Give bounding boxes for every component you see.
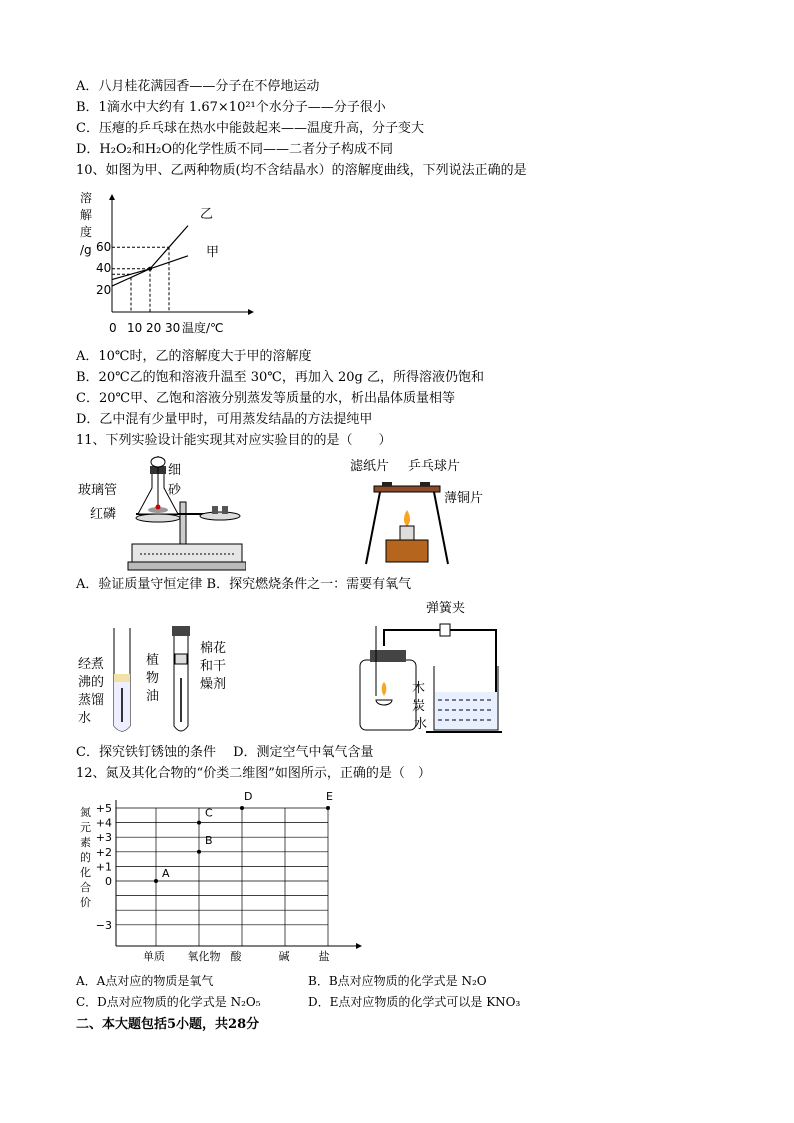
balance-pillar — [180, 502, 186, 544]
label-cotton-3: 燥剂 — [200, 677, 227, 692]
xtick-20: 20 — [146, 321, 162, 335]
q9-option-c: C．压瘪的乒乓球在热水中能鼓起来——温度升高，分子变大 — [76, 121, 424, 136]
xtick-30: 30 — [165, 321, 181, 335]
figure-combustion — [346, 452, 506, 574]
x-axis-arrow — [248, 309, 254, 315]
solubility-chart — [76, 186, 256, 338]
label-sand-2: 砂 — [168, 483, 182, 498]
q11-option-cd: C．探究铁钉锈蚀的条件 D．测定空气中氧气含量 — [76, 745, 374, 760]
point-E — [326, 806, 330, 810]
figure-rust — [76, 598, 246, 738]
section-heading: 二、本大题包括5小题，共28分 — [76, 1017, 260, 1032]
point-B — [197, 850, 201, 854]
left-pan — [136, 514, 180, 522]
wood-block — [386, 540, 428, 562]
valence-class-chart — [76, 786, 366, 966]
label-charcoal-2: 炭 — [412, 699, 426, 714]
grid — [116, 808, 328, 946]
solubility-chart-svg — [76, 186, 256, 338]
ytick-label: +4 — [95, 816, 112, 830]
ylabel-char: 合 — [80, 881, 91, 894]
q12-option-d: D．E点对应物质的化学式可以是 KNO₃ — [308, 995, 521, 1009]
combustion-svg — [346, 452, 506, 574]
q10-option-b: B．20℃乙的饱和溶液升温至 30℃，再加入 20g 乙，所得溶液仍饱和 — [76, 370, 484, 385]
ytick-label: +2 — [95, 845, 112, 859]
point-C — [197, 821, 201, 825]
ylabel-char: 素 — [80, 836, 91, 849]
label-copper-sheet: 薄铜片 — [444, 491, 484, 506]
label-water-4: 水 — [78, 711, 92, 726]
balance-svg — [76, 452, 246, 574]
balloon — [151, 457, 165, 467]
ylabel-char-4: /g — [80, 243, 92, 257]
bottle-stopper — [370, 650, 406, 662]
filter-paper-piece — [382, 482, 392, 486]
q12-option-b: B．B点对应物质的化学式是 N₂O — [308, 974, 487, 988]
y-axis-arrow — [109, 194, 115, 200]
xcat-group — [143, 949, 330, 963]
point-label-C: C — [205, 806, 213, 820]
alcohol-lamp — [400, 526, 414, 540]
x-axis-arrow — [356, 943, 362, 949]
label-cotton-2: 和干 — [200, 659, 227, 674]
ytick-20: 20 — [96, 283, 112, 297]
label-oil-3: 油 — [146, 689, 160, 704]
weight-2 — [222, 506, 228, 514]
ytick-40: 40 — [96, 261, 112, 275]
ytick-60: 60 — [96, 240, 112, 254]
ylabel-char-3: 度 — [80, 225, 93, 239]
figure-oxygen-content — [346, 596, 506, 738]
weight-1 — [212, 506, 218, 514]
xcat-label: 碱 — [278, 950, 290, 963]
ylabel-char: 氮 — [80, 806, 91, 819]
oil-layer — [114, 674, 130, 682]
ylabel-char: 化 — [80, 866, 91, 879]
q9-option-a: A．八月桂花满园香——分子在不停地运动 — [76, 79, 320, 94]
series-line-yi — [112, 226, 188, 287]
xtick-0: 0 — [109, 321, 117, 335]
cotton-desiccant — [175, 654, 187, 664]
q12-option-c: C．D点对应物质的化学式是 N₂O₅ — [76, 995, 261, 1009]
q9-option-b: B．1滴水中大约有 1.67×10²¹个水分子——分子很小 — [76, 100, 386, 115]
ylabel-char-1: 溶 — [80, 191, 93, 205]
label-sand-1: 细 — [168, 463, 182, 478]
ylabel-group — [80, 805, 91, 909]
label-charcoal-1: 木 — [412, 681, 426, 696]
series-label-jia: 甲 — [206, 245, 220, 260]
right-pan — [200, 512, 240, 520]
point-label-D: D — [244, 790, 253, 803]
valence-class-svg — [76, 786, 366, 966]
stopper-2 — [172, 626, 190, 636]
q10-option-c: C．20℃甲、乙饱和溶液分别蒸发等质量的水，析出晶体质量相等 — [76, 391, 456, 406]
label-spring-clamp: 弹簧夹 — [426, 601, 466, 616]
flame — [404, 510, 410, 526]
label-water-3: 蒸馏 — [78, 693, 105, 708]
q10-option-a: A．10℃时，乙的溶解度大于甲的溶解度 — [76, 349, 312, 364]
ytick-label: +1 — [95, 860, 112, 874]
ylabel-char: 价 — [80, 896, 91, 909]
oxygen-svg — [346, 596, 506, 738]
ytick-group — [96, 802, 112, 932]
q10-stem: 10、如图为甲、乙两种物质(均不含结晶水）的溶解度曲线，下列说法正确的是 — [76, 163, 527, 178]
label-red-phosphorus: 红磷 — [90, 507, 117, 522]
xcat-label: 盐 — [318, 950, 330, 963]
xcat-label: 氧化物 — [187, 950, 221, 963]
points-group — [154, 790, 333, 883]
gas-bottle — [360, 660, 416, 730]
xtick-10: 10 — [127, 321, 143, 335]
label-glass-tube: 玻璃管 — [78, 483, 118, 498]
q11-stem: 11、下列实验设计能实现其对应实验目的的是（ ） — [76, 433, 392, 448]
copper-sheet — [374, 486, 440, 492]
label-filter-paper: 滤纸片 — [350, 459, 390, 474]
rust-svg — [76, 598, 246, 738]
series-group — [112, 226, 188, 287]
label-water: 水 — [414, 717, 428, 732]
figure-mass-conservation — [76, 452, 246, 574]
xlabel: 温度/℃ — [182, 321, 224, 335]
label-pingpong: 乒乓球片 — [408, 459, 461, 474]
xcat-label: 酸 — [230, 950, 242, 963]
q9-option-d: D．H₂O₂和H₂O的化学性质不同——二者分子构成不同 — [76, 142, 394, 157]
q10-option-d: D．乙中混有少量甲时，可用蒸发结晶的方法提纯甲 — [76, 412, 373, 427]
ylabel-char: 元 — [80, 821, 91, 834]
intersection-point — [148, 267, 152, 271]
ytick-label: +3 — [95, 831, 112, 845]
ytick-label: +5 — [95, 802, 112, 815]
label-water-1: 经煮 — [78, 657, 105, 672]
pingpong-piece — [420, 482, 430, 486]
spring-clamp — [440, 624, 450, 636]
series-label-yi: 乙 — [200, 207, 214, 222]
point-D — [240, 806, 244, 810]
q11-option-ab: A．验证质量守恒定律 B．探究燃烧条件之一：需要有氧气 — [76, 577, 412, 592]
point-label-A: A — [162, 867, 170, 880]
ytick-label: 0 — [105, 875, 112, 888]
label-water-2: 沸的 — [78, 675, 105, 690]
tripod-leg-left — [366, 492, 380, 564]
point-A — [154, 879, 158, 883]
point-label-E: E — [326, 790, 333, 803]
red-phosphorus — [156, 505, 161, 510]
xcat-label: 单质 — [143, 950, 165, 963]
point-label-B: B — [205, 833, 213, 847]
ytick-label: −3 — [95, 918, 112, 932]
q12-option-a: A．A点对应的物质是氧气 — [76, 974, 214, 988]
balance-foot — [128, 562, 246, 570]
q12-stem: 12、氮及其化合物的“价类二维图”如图所示，正确的是（ ） — [76, 766, 431, 781]
ylabel-char-2: 解 — [80, 208, 93, 222]
label-cotton-1: 棉花 — [200, 641, 227, 656]
label-oil-2: 物 — [146, 671, 160, 686]
label-oil-1: 植 — [146, 653, 160, 668]
ylabel-char: 的 — [80, 851, 91, 864]
